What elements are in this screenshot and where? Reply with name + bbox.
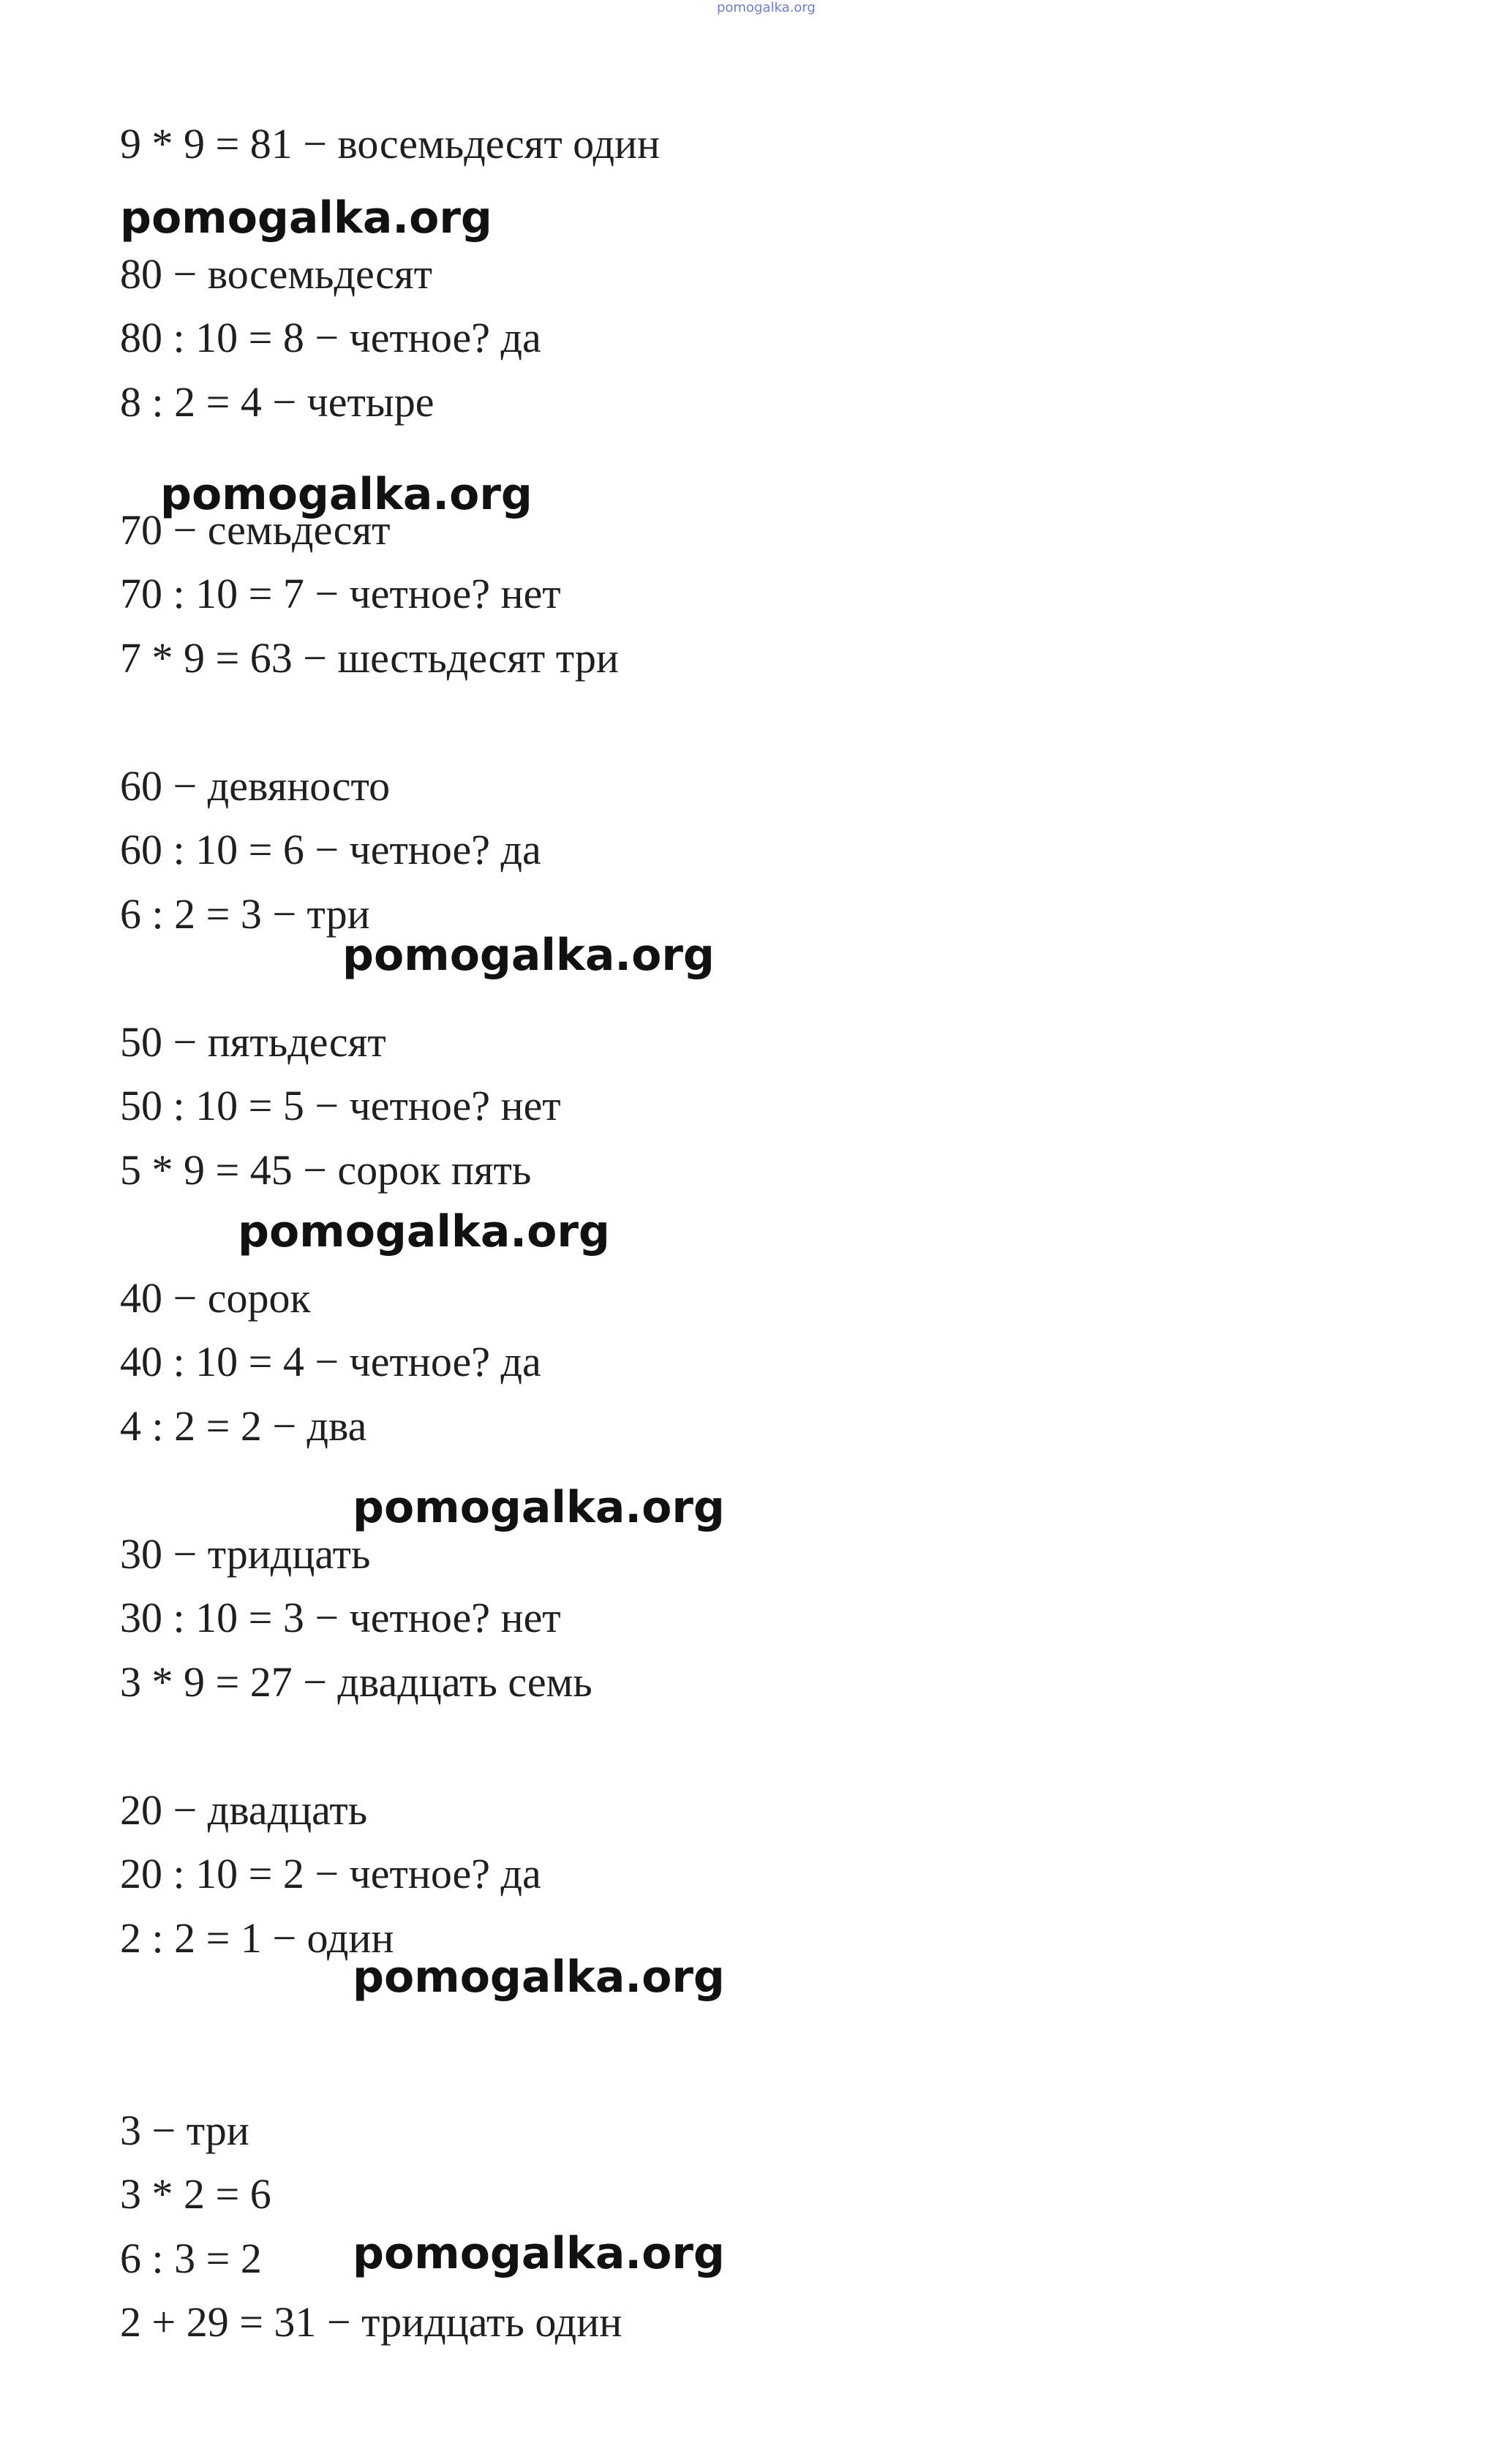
solution-line: 8 : 2 = 4 − четыре [120, 378, 435, 426]
solution-line: 20 − двадцать [120, 1786, 368, 1834]
top-watermark-text: pomogalka.org [717, 0, 816, 15]
solution-line: 3 − три [120, 2107, 249, 2154]
solution-line: 2 + 29 = 31 − тридцать один [120, 2298, 623, 2346]
watermark-text: pomogalka.org [238, 1206, 610, 1257]
solution-line: 70 − семьдесят [120, 506, 391, 554]
solution-line: 60 − девяносто [120, 762, 391, 810]
solution-line: 70 : 10 = 7 − четное? нет [120, 570, 561, 617]
solution-line: 20 : 10 = 2 − четное? да [120, 1850, 541, 1897]
solution-line: 80 : 10 = 8 − четное? да [120, 314, 541, 361]
solution-line: 30 − тридцать [120, 1530, 371, 1578]
solution-line: 50 − пятьдесят [120, 1018, 386, 1066]
solution-line: 4 : 2 = 2 − два [120, 1402, 367, 1450]
solution-line: 40 − сорок [120, 1274, 311, 1322]
solution-line: 60 : 10 = 6 − четное? да [120, 826, 541, 873]
watermark-text: pomogalka.org [353, 2228, 725, 2279]
solution-line: 3 * 2 = 6 [120, 2170, 271, 2218]
solution-line: 9 * 9 = 81 − восемьдесят один [120, 120, 661, 168]
solution-line: 30 : 10 = 3 − четное? нет [120, 1594, 561, 1641]
solution-line: 80 − восемьдесят [120, 250, 432, 298]
solution-line: 5 * 9 = 45 − сорок пять [120, 1146, 532, 1194]
solution-line: 6 : 3 = 2 [120, 2235, 262, 2282]
watermark-text: pomogalka.org [342, 930, 715, 981]
watermark-text: pomogalka.org [353, 1482, 725, 1533]
solution-line: 6 : 2 = 3 − три [120, 890, 370, 938]
solution-line: 3 * 9 = 27 − двадцать семь [120, 1658, 593, 1706]
solution-line: 2 : 2 = 1 − один [120, 1914, 394, 1962]
solution-line: 7 * 9 = 63 − шестьдесят три [120, 634, 619, 682]
watermark-text: pomogalka.org [120, 192, 492, 244]
watermark-text: pomogalka.org [160, 469, 533, 520]
watermark-text: pomogalka.org [353, 1951, 725, 2003]
solution-line: 50 : 10 = 5 − четное? нет [120, 1082, 561, 1129]
solution-line: 40 : 10 = 4 − четное? да [120, 1338, 541, 1385]
